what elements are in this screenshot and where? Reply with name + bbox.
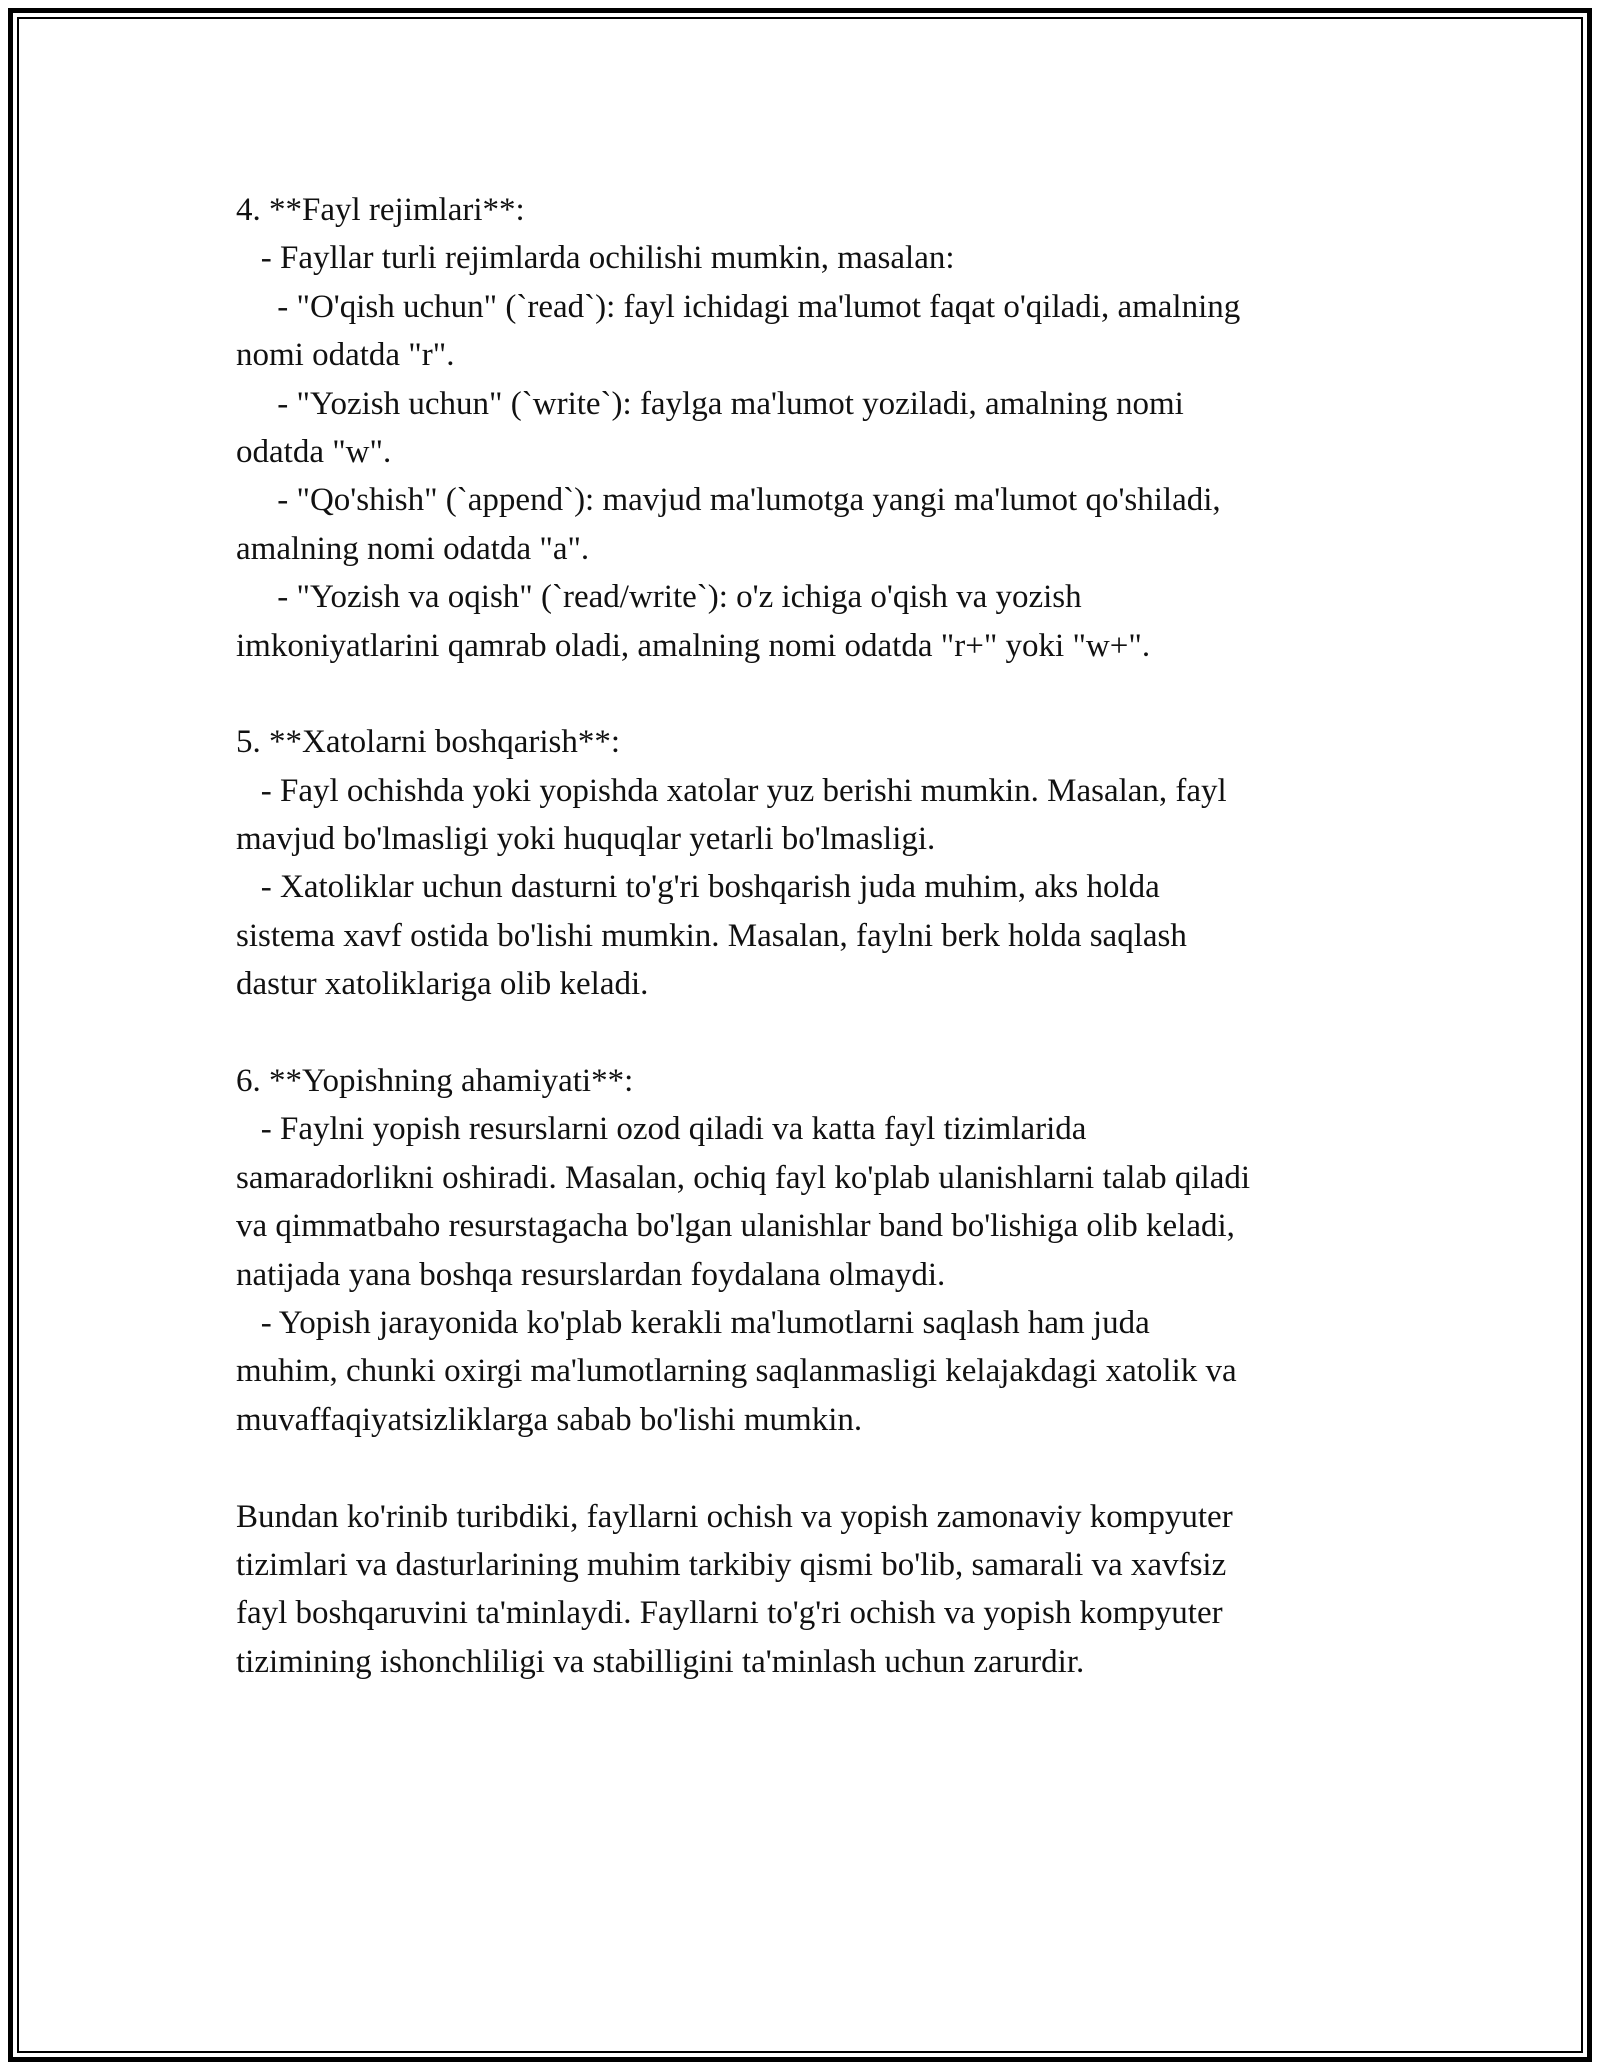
text-line: natijada yana boshqa resurslardan foydalana olmaydi. <box>236 1256 946 1293</box>
text-line: fayl boshqaruvini ta'minlaydi. Fayllarni to'g'ri ochish va yopish kompyuter <box>236 1595 1223 1632</box>
text-line: amalning nomi odatda "a". <box>236 530 590 567</box>
text-line: - Fayllar turli rejimlarda ochilishi mumkin, masalan: <box>236 240 955 277</box>
text-line: - Xatoliklar uchun dasturni to'g'ri boshqarish juda muhim, aks holda <box>236 869 1160 906</box>
text-line: nomi odatda "r". <box>236 337 455 374</box>
section-heading: 4. **Fayl rejimlari**: <box>236 192 525 228</box>
text-line: - "O'qish uchun" (`read`): fayl ichidagi ma'lumot faqat o'qiladi, amalning <box>236 288 1241 325</box>
paragraph-spacer <box>236 1009 1376 1057</box>
paragraph-spacer <box>236 1444 1376 1492</box>
section-heading: 6. **Yopishning ahamiyati**: <box>236 1063 634 1100</box>
text-line: sistema xavf ostida bo'lishi mumkin. Masalan, faylni berk holda saqlash <box>236 917 1187 954</box>
text-line: Bundan ko'rinib turibdiki, fayllarni ochish va yopish zamonaviy kompyuter <box>236 1498 1233 1535</box>
text-line: odatda "w". <box>236 433 392 470</box>
text-line: - "Qo'shish" (`append`): mavjud ma'lumotga yangi ma'lumot qo'shiladi, <box>236 482 1221 519</box>
document-body <box>236 186 1376 1686</box>
text-line: - Yopish jarayonida ko'plab kerakli ma'lumotlarni saqlash ham juda <box>236 1304 1150 1341</box>
text-line: va qimmatbaho resurstagacha bo'lgan ulanishlar band bo'lishiga olib keladi, <box>236 1208 1235 1245</box>
text-line: imkoniyatlarini qamrab oladi, amalning nomi odatda "r+" yoki "w+". <box>236 627 1151 664</box>
text-line: muvaffaqiyatsizliklarga sabab bo'lishi mumkin. <box>236 1401 863 1438</box>
text-line: - "Yozish va oqish" (`read/write`): o'z ichiga o'qish va yozish <box>236 579 1082 616</box>
text-line: - Fayl ochishda yoki yopishda xatolar yuz berishi mumkin. Masalan, fayl <box>236 772 1227 809</box>
paragraph-spacer <box>236 670 1376 718</box>
section-heading: 5. **Xatolarni boshqarish**: <box>236 724 621 761</box>
text-line: - "Yozish uchun" (`write`): faylga ma'lumot yoziladi, amalning nomi <box>236 385 1184 422</box>
text-line: mavjud bo'lmasligi yoki huquqlar yetarli bo'lmasligi. <box>236 821 936 858</box>
section-conclusion <box>236 1493 1376 1687</box>
text-line: samaradorlikni oshiradi. Masalan, ochiq fayl ko'plab ulanishlarni talab qiladi <box>236 1159 1251 1196</box>
text-line: - Faylni yopish resurslarni ozod qiladi va katta fayl tizimlarida <box>236 1111 1087 1148</box>
text-line: muhim, chunki oxirgi ma'lumotlarning saqlanmasligi kelajakdagi xatolik va <box>236 1353 1237 1390</box>
section-file-modes <box>236 186 1376 670</box>
text-line: tizimining ishonchliligi va stabilligini ta'minlash uchun zarurdir. <box>236 1643 1085 1680</box>
section-closing-importance <box>236 1057 1376 1444</box>
text-line: tizimlari va dasturlarining muhim tarkibiy qismi bo'lib, samarali va xavfsiz <box>236 1546 1227 1583</box>
section-error-handling <box>236 718 1376 1008</box>
text-line: dastur xatoliklariga olib keladi. <box>236 966 649 1003</box>
